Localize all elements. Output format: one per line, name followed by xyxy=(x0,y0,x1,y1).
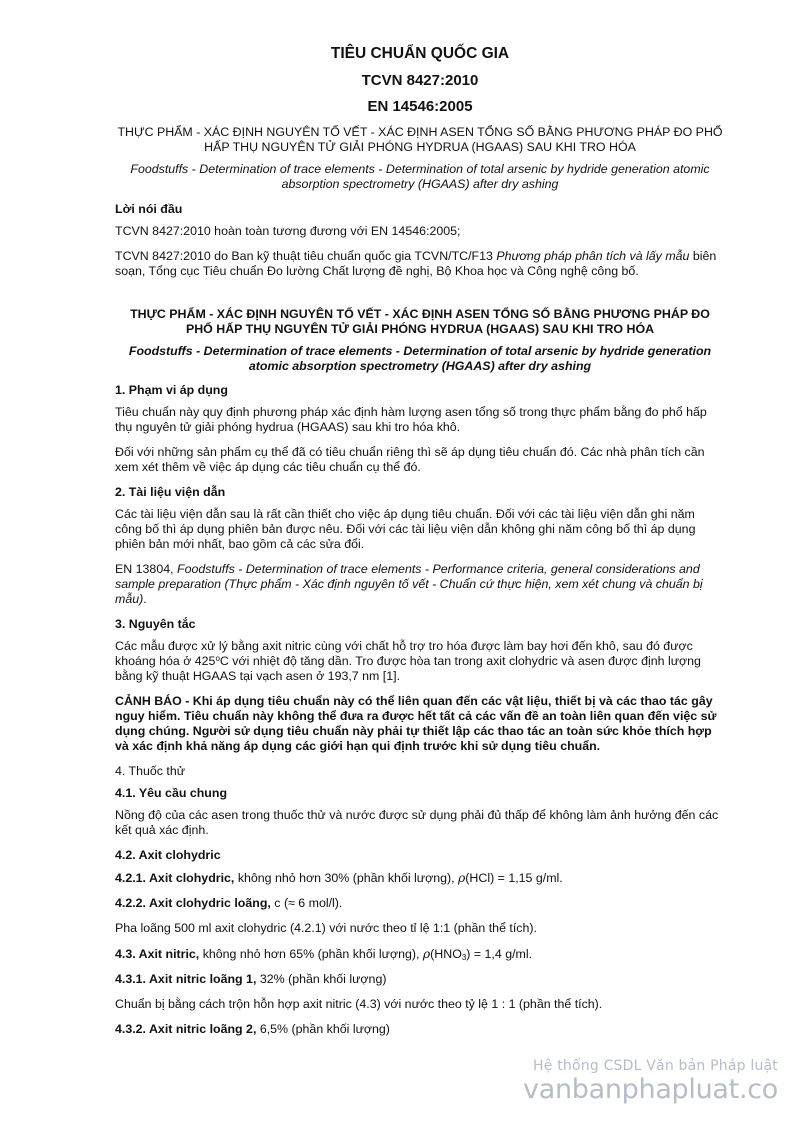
item-4-3-2-label: 4.3.2. Axit nitric loãng 2, xyxy=(115,1022,257,1036)
item-4-3-formula-a: (HNO xyxy=(430,947,462,961)
rho-symbol: ρ xyxy=(458,870,466,885)
item-4-3-label: 4.3. Axit nitric, xyxy=(115,947,200,961)
watermark-line-2: vanbanphapluat.co xyxy=(523,1074,778,1105)
section-1-paragraph-2: Đối với những sản phẩm cụ thể đã có tiêu chuẩn riêng thì sẽ áp dụng tiêu chuẩn đó. Các nhà phân tích cần xem xét thêm về việc áp dụng các tiêu chuẩn cụ thể đó. xyxy=(115,445,705,474)
subscript-3: 3 xyxy=(461,953,467,962)
section-4-2-1 xyxy=(115,870,725,886)
section-4-2-heading: 4.2. Axit clohydric xyxy=(115,848,221,862)
item-4-2-1-formula: (HCl) = 1,15 g/ml. xyxy=(465,871,563,885)
section-4-2-2 xyxy=(115,896,725,911)
section-1-paragraph-1: Tiêu chuẩn này quy định phương pháp xác định hàm lượng asen tổng số trong thực phẩm bằng đo phổ hấp thụ nguyên tử giải phóng hydrua (HGAAS) sau khi tro hóa khô. xyxy=(115,405,707,434)
body-title-vi: THỰC PHẨM - XÁC ĐỊNH NGUYÊN TỐ VẾT - XÁC ĐỊNH ASEN TỔNG SỐ BẰNG PHƯƠNG PHÁP ĐO PHỔ HẤP THỤ NGUYÊN TỬ GIẢI PHÓNG HYDRUA (HGAAS) SAU KHI TRO HÓA xyxy=(130,307,710,336)
item-4-3-1-text: 32% (phần khối lượng) xyxy=(256,972,387,986)
section-4-3-1 xyxy=(115,972,725,987)
principle-text-b: C với nhiệt độ tăng dần. Tro được hòa tan trong axit clohydric và asen được định lượng bằng kỹ thuật HGAAS tại vạch asen ở 193,7 nm [1]. xyxy=(115,654,701,683)
doc-title-tcvn: TCVN 8427:2010 xyxy=(361,72,479,89)
section-4-heading: 4. Thuốc thử xyxy=(115,764,186,778)
section-4-3-2 xyxy=(115,1022,725,1037)
doc-title-en: EN 14546:2005 xyxy=(367,98,473,115)
section-3-heading: 3. Nguyên tắc xyxy=(115,617,196,631)
watermark-line-1: Hệ thống CSDL Văn bản Pháp luật xyxy=(533,1058,778,1074)
doc-subtitle-en: Foodstuffs - Determination of trace elements - Determination of total arsenic by hydride generation atomic absorption spectrometry (HGAAS) after dry ashing xyxy=(130,162,710,191)
degree-sup: o xyxy=(215,654,220,663)
body-title-en: Foodstuffs - Determination of trace elements - Determination of total arsenic by hydride generation atomic absorption spectrometry (HGAAS) after dry ashing xyxy=(128,344,712,373)
section-2-reference xyxy=(115,562,725,607)
principle-text-a: Các mẫu được xử lý bằng axit nitric cùng với chất hỗ trợ tro hóa được làm bay hơi đến khô, sau đó được khoáng hóa ở 425 xyxy=(115,639,693,668)
foreword-p2-italic: Phương pháp phân tích và lấy mẫu xyxy=(496,249,690,263)
doc-title-standard: TIÊU CHUẨN QUỐC GIA xyxy=(330,45,510,62)
foreword-p2-text-a: TCVN 8427:2010 do Ban kỹ thuật tiêu chuẩn quốc gia TCVN/TC/F13 xyxy=(115,249,497,263)
warning-paragraph xyxy=(115,694,725,754)
reference-code: EN 13804, xyxy=(115,562,177,576)
section-1-heading: 1. Phạm vi áp dụng xyxy=(115,383,228,397)
foreword-p2-text-b: biên soạn, Tổng cục Tiêu chuẩn Đo lường Chất lượng đề nghị, Bộ Khoa học và Công nghệ công bố. xyxy=(115,249,717,278)
item-4-3-text: không nhỏ hơn 65% (phần khối lượng), xyxy=(199,947,423,961)
item-4-3-formula-b: ) = 1,4 g/ml. xyxy=(466,947,533,961)
section-4-3 xyxy=(115,946,725,962)
reference-title: Foodstuffs - Determination of trace elements - Performance criteria, general considerations and sample preparation (Thực phẩm - Xác định nguyên tố vết - Chuẩn cứ thực hiện, xem xét chung và chuẩn bị mẫu) xyxy=(115,562,703,606)
item-4-2-1-text: không nhỏ hơn 30% (phần khối lượng), xyxy=(234,871,458,885)
doc-subtitle-vi: THỰC PHẨM - XÁC ĐỊNH NGUYÊN TỐ VẾT - XÁC ĐỊNH ASEN TỔNG SỐ BẰNG PHƯƠNG PHÁP ĐO PHỔ HẤP THỤ NGUYÊN TỬ GIẢI PHÓNG HYDRUA (HGAAS) SAU KHI TRO HÓA xyxy=(117,125,723,154)
reference-end: . xyxy=(143,592,147,606)
section-2-paragraph-1: Các tài liệu viện dẫn sau là rất cần thiết cho việc áp dụng tiêu chuẩn. Đối với các tài liệu viện dẫn ghi năm công bố thì áp dụng phiên bản được nêu. Đối với các tài liệu viện dẫn không ghi năm công bố thì áp dụng phiên bản mới nhất, bao gồm cả các sửa đổi. xyxy=(115,507,696,551)
warning-text: CẢNH BÁO - Khi áp dụng tiêu chuẩn này có thể liên quan đến các vật liệu, thiết bị và các thao tác gây nguy hiểm. Tiêu chuẩn này không thể đưa ra được hết tất cả các vấn đề an toàn liên quan đến việc sử dụng chúng. Người sử dụng tiêu chuẩn này phải tự thiết lập các thao tác an toàn sức khỏe thích hợp và xác định khả năng áp dụng các giới hạn qui định trước khi sử dụng tiêu chuẩn. xyxy=(115,694,717,753)
section-4-1-paragraph: Nồng độ của các asen trong thuốc thử và nước được sử dụng phải đủ thấp để không làm ảnh hưởng đến các kết quả xác định. xyxy=(115,808,719,837)
item-4-2-2-label: 4.2.2. Axit clohydric loãng, xyxy=(115,896,271,910)
section-2-heading: 2. Tài liệu viện dẫn xyxy=(115,485,226,499)
document-page xyxy=(115,44,725,1047)
item-4-3-2-text: 6,5% (phần khối lượng) xyxy=(256,1022,390,1036)
item-4-2-1-label: 4.2.1. Axit clohydric, xyxy=(115,871,235,885)
section-4-2-2-paragraph: Pha loãng 500 ml axit clohydric (4.2.1) với nước theo tỉ lệ 1:1 (phần thể tích). xyxy=(115,921,537,935)
foreword-paragraph-1: TCVN 8427:2010 hoàn toàn tương đương với EN 14546:2005; xyxy=(115,224,461,238)
section-4-3-1-paragraph: Chuẩn bị bằng cách trộn hỗn hợp axit nitric (4.3) với nước theo tỷ lệ 1 : 1 (phần thể tích). xyxy=(115,997,603,1011)
section-4-1-heading: 4.1. Yêu cầu chung xyxy=(115,786,228,800)
item-4-2-2-text: c (≈ 6 mol/l). xyxy=(270,896,343,910)
foreword-heading: Lời nói đầu xyxy=(115,202,183,216)
foreword-paragraph-2 xyxy=(115,249,725,279)
section-3-paragraph-1 xyxy=(115,639,725,684)
rho-symbol: ρ xyxy=(422,946,431,961)
item-4-3-1-label: 4.3.1. Axit nitric loãng 1, xyxy=(115,972,257,986)
